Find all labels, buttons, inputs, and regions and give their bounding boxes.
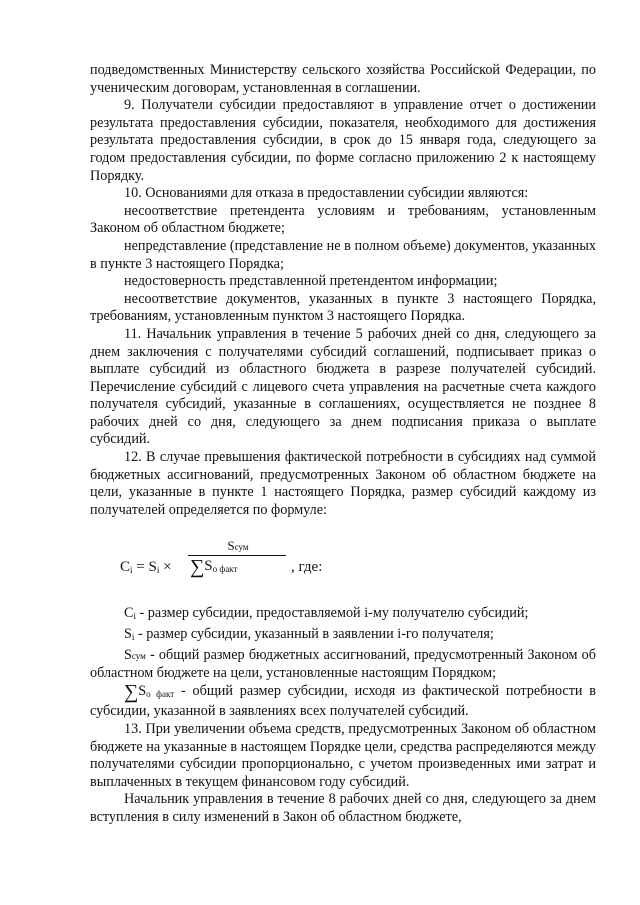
formula-num-s: S: [227, 538, 235, 554]
paragraph-10-item-2: непредставление (представление не в полном объеме) документов, указанных в пункте 3 настоящего Порядка;: [90, 237, 596, 272]
formula-times: ×: [159, 559, 172, 576]
paragraph-continuation: подведомственных Министерству сельского хозяйства Российской Федерации, по ученическим договорам, установленная в соглашении.: [90, 62, 596, 96]
paragraph-12: 12. В случае превышения фактической потребности в субсидиях над суммой бюджетных ассигнований, предусмотренных Законом об областном бюджете на цели, указанные в пункте 1 настоящего Порядка, размер субсидий каждому из получателей определяется по формуле:: [90, 449, 596, 518]
paragraph-14: Начальник управления в течение 8 рабочих дней со дня, следующего за днем вступления в силу изменений в Закон об областном бюджете,: [90, 791, 596, 825]
formula-den-s: S: [204, 558, 213, 575]
sum-sign: ∑: [124, 680, 139, 703]
paragraph-10-item-3: недостоверность представленной претендентом информации;: [124, 273, 498, 290]
document-body: [90, 62, 596, 827]
formula-c-index: i: [130, 565, 133, 576]
formula-numerator: [190, 537, 286, 557]
definition-ci: $C_i$ - размер субсидии, предоставляемой i-му получателю субсидий;: [124, 605, 529, 622]
formula-den-sub: о факт: [212, 564, 238, 575]
paragraph-13: 13. При увеличении объема средств, предусмотренных Законом об областном бюджете на указанные в настоящем Порядке цели, средства распределяются между получателями субсидии пропорционально, с учетом произведенных ими затрат и выплаченных в текущем финансовом году субсидий.: [90, 721, 596, 790]
formula-lhs: [120, 559, 172, 580]
definition-sum-fact: $\sum S_{о факт}$ - общий размер субсидии, исходя из фактической потребности в субсидии, указанной в заявлениях всех получателей субсидий.: [90, 680, 596, 720]
paragraph-11: 11. Начальник управления в течение 5 рабочих дней со дня, следующего за днем заключения с получателями субсидий соглашений, подписывает приказ о выплате субсидий из областного бюджета в разрезе получателей субсидий. Перечисление субсидий с лицевого счета управления на расчетные счета каждого получателя субсидий, указанные в соглашениях, осуществляется не позднее 8 рабочих дней со дня, следующего за днем подписания приказа о выплате субсидий.: [90, 325, 596, 448]
paragraph-10-item-1: несоответствие претендента условиям и требованиям, установленным Законом об областном бюджете;: [90, 202, 596, 237]
sum-sign: ∑: [190, 556, 205, 579]
formula-eq: = S: [132, 559, 157, 576]
formula-num-sub: сум: [234, 542, 249, 553]
formula-denominator: [190, 558, 286, 579]
paragraph-9: 9. Получатели субсидии предоставляют в управление отчет о достижении результата предоставления субсидии, показателя, необходимого для достижения результата предоставления субсидии, в срок до 15 января года, следующего за годом предоставления субсидии, по форме согласно приложению 2 к настоящему Порядку.: [90, 97, 596, 184]
paragraph-10-item-4: несоответствие документов, указанных в пункте 3 настоящего Порядка, требованиям, установленным пунктом 3 настоящего Порядка.: [90, 290, 596, 325]
definition-ssum: Sсум - общий размер бюджетных ассигнований, предусмотренный Законом об областном бюджете на цели, установленные настоящим Порядком;: [90, 646, 596, 682]
formula-s-index: i: [156, 565, 160, 576]
subsidy-formula: [90, 531, 596, 603]
paragraph-10: 10. Основаниями для отказа в предоставлении субсидии являются:: [124, 185, 529, 202]
formula-c: C: [120, 559, 131, 576]
formula-tail: , где:: [291, 559, 323, 576]
definition-si: $S_i$ - размер субсидии, указанный в заявлении i-го получателя;: [124, 626, 494, 643]
